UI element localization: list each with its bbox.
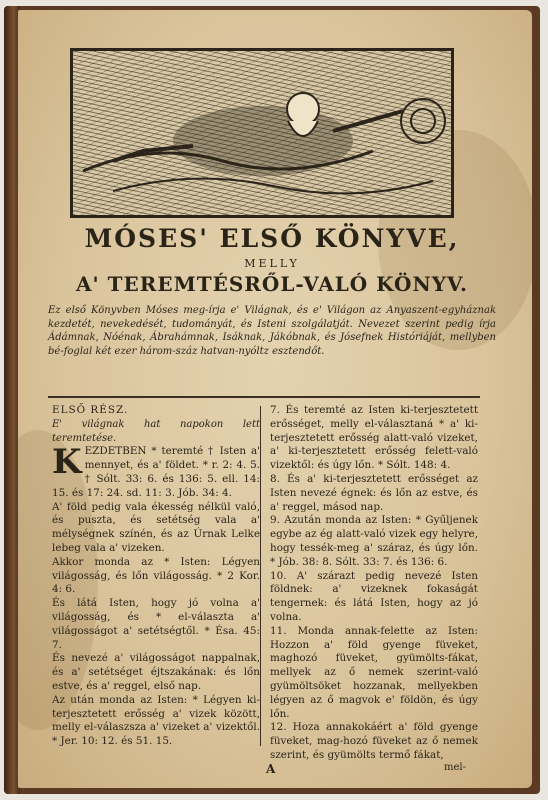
page xyxy=(18,10,532,788)
creation-woodcut-image xyxy=(73,51,451,215)
verse: 7. És teremté az Isten ki-terjesztetett erősséget, melly el-választaná * a' ki-terjesztetett erősség alatt-való vizeket, a' ki-terjesztetett erősség felett-való vizektől: és úgy lőn. * Sólt. 148: 4. xyxy=(270,404,478,472)
intro-paragraph: Ez első Könyvben Móses meg-írja e' Világnak, és e' Világon az Anyaszent-egyháznak kezdetét, nevekedését, tudományát, és Isteni szolgálatját. Nevezet szerint pedig írja Ádámnak, Nóénak, Ábrahámnak, Isáknak, Jákóbnak, és Jósefnek Históriáját, mellyben bé-foglal két ezer három-száz hatvan-nyóltz esztendőt. xyxy=(48,305,496,357)
book-subtitle: A' TEREMTÉSRŐL-VALÓ KÖNYV. xyxy=(76,272,468,296)
verse: Az után monda az Isten: * Légyen ki-terjesztetett erősség a' vizek között, melly el-válaszsza a' vizeket a' vizektől. * Jer. 10: 12. és 51. 15. xyxy=(52,693,260,748)
title-connector: MELLY xyxy=(244,257,300,270)
horizontal-rule xyxy=(48,396,480,398)
verse: 10. A' szárazt pedig nevezé Isten földnek: a' vizeknek fokaságát tengernek: és látá Isten, hogy az jó volna. xyxy=(270,569,478,623)
chapter-heading: ELSŐ RÉSZ. xyxy=(52,404,129,416)
right-column xyxy=(270,404,478,763)
verse: EZDETBEN * teremté † Isten a' mennyet, és a' földet. * r. 2: 4. 5. † Sólt. 33: 6. és 136: 5. ell. 14: 15. és 17: 24. sd. 11: 3. Jób. 34: 4. xyxy=(52,445,260,499)
chapter-summary: E' világnak hat napokon lett teremtetése. xyxy=(52,418,260,444)
woodcut-illustration xyxy=(70,48,454,218)
verse: 8. És a' ki-terjesztetett erősséget az Isten nevezé égnek: és lőn az estve, és a' reggel, másod nap. xyxy=(270,472,478,513)
column-rule xyxy=(260,406,261,746)
verse: Akkor monda az * Isten: Légyen világosság, és lőn világosság. * 2 Kor. 4: 6. xyxy=(52,555,260,596)
book xyxy=(4,6,540,794)
drop-cap: K xyxy=(52,442,82,483)
verse: És látá Isten, hogy jó volna a' világosság, és * el-választa a' világosságot a' setétségtől. * Ésa. 45: 7. xyxy=(52,597,260,651)
verse: 11. Monda annak-felette az Isten: Hozzon a' föld gyenge füveket, maghozó füveket, gyümölts-fákat, mellyek az ő nemek szerint-való gyümöltsöket hozzanak, mellyekben légyen az ő magvok e' földön, és úgy lőn. xyxy=(270,624,478,720)
book-title: MÓSES' ELSŐ KÖNYVE, xyxy=(84,224,460,253)
verse: És nevezé a' világosságot nappalnak, és a' setétséget éjtszakának: és lőn estve, és a' reggel, első nap. xyxy=(52,652,260,692)
verse: A' föld pedig vala ékesség nélkül való, és puszta, és setétség vala a' mélységnek színén, és az Úrnak Lelke lebeg vala a' vizeken. xyxy=(52,500,260,554)
catchword: mel- xyxy=(444,762,466,773)
verse: 12. Hoza annakokáért a' föld gyenge füveket, mag-hozó füveket az ő nemek szerint, és gyümölts termő fákat, xyxy=(270,721,478,761)
signature-mark: A xyxy=(266,762,276,776)
left-column xyxy=(52,404,260,749)
verse: 9. Azután monda az Isten: * Gyűljenek egybe az ég alatt-való vizek egy helyre, hogy tessék-meg a' száraz, és úgy lőn. * Jób. 38: 8. Sólt. 33: 7. és 136: 6. xyxy=(270,514,478,568)
